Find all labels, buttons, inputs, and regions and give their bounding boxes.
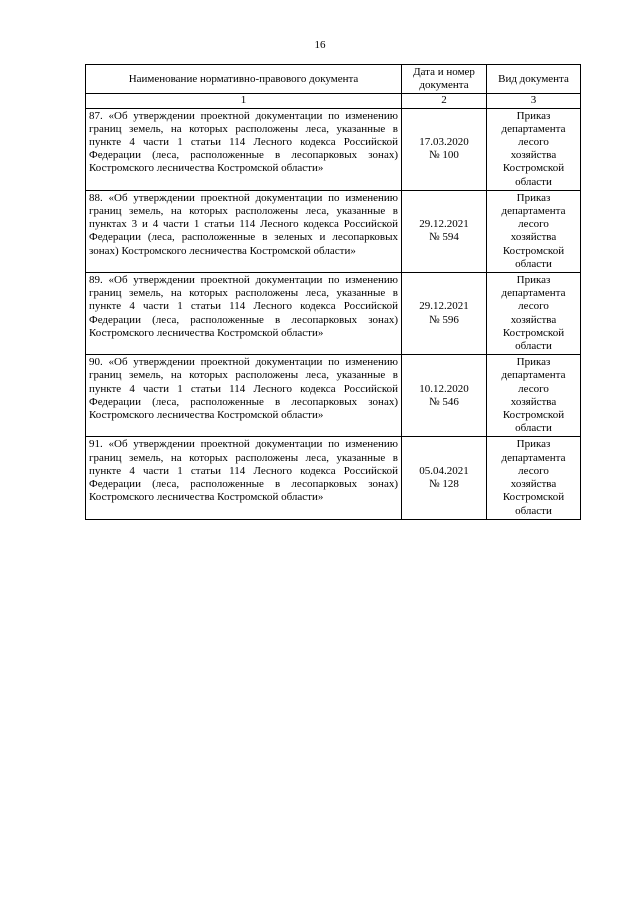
- document-type-line: департамента: [501, 287, 566, 300]
- document-name-cell: 90. «Об утверждении проектной документации по изменению границ земель, на которых расположены леса, указанные в пункте 4 части 1 статьи 114 Лесного кодекса Российской Федерации (леса, расположенные в лесопарковых зонах) Костромского лесничества Костромской области»: [86, 355, 402, 437]
- document-type-line: области: [515, 175, 552, 188]
- date-number-cell: [402, 190, 487, 272]
- table-row: [86, 190, 581, 272]
- document-type-cell: [487, 273, 581, 355]
- document-type-line: области: [515, 257, 552, 270]
- date-number-cell: [402, 437, 487, 519]
- document-type-line: департамента: [501, 122, 566, 135]
- document-type-cell: [487, 190, 581, 272]
- document-date: 17.03.2020: [419, 136, 469, 149]
- document-type-line: Приказ: [516, 191, 551, 204]
- document-date: 10.12.2020: [419, 382, 469, 395]
- document-number: № 594: [429, 231, 459, 244]
- document-type-line: области: [515, 422, 552, 435]
- document-type-line: хозяйства: [510, 395, 557, 408]
- document-type-line: Костромской: [502, 162, 565, 175]
- document-type-cell: [487, 355, 581, 437]
- document-number: № 546: [429, 395, 459, 408]
- column-number: 1: [86, 94, 402, 108]
- table-row: [86, 273, 581, 355]
- document-type-line: Костромской: [502, 244, 565, 257]
- document-type-line: Костромской: [502, 409, 565, 422]
- document-type-cell: [487, 437, 581, 519]
- column-number: 2: [402, 94, 487, 108]
- column-number: 3: [487, 94, 581, 108]
- document-number: № 128: [429, 478, 459, 491]
- header-document-type: Вид документа: [487, 65, 581, 94]
- document-type-line: Приказ: [516, 109, 551, 122]
- document-type-line: Приказ: [516, 274, 551, 287]
- document-number: № 100: [429, 149, 459, 162]
- page-number: 16: [314, 39, 326, 51]
- table-row: [86, 108, 581, 190]
- documents-table: [85, 64, 581, 520]
- document-name-cell: 88. «Об утверждении проектной документации по изменению границ земель, на которых расположены леса, указанные в пунктах 3 и 4 части 1 статьи 114 Лесного кодекса Российской Федерации (леса, расположенные в зеленых и лесопарковых зонах) Костромского лесничества Костромской области»: [86, 190, 402, 272]
- date-number-cell: [402, 273, 487, 355]
- document-type-line: области: [515, 340, 552, 353]
- document-type-line: лесого: [518, 218, 549, 231]
- document-type-line: хозяйства: [510, 149, 557, 162]
- document-type-line: Приказ: [516, 438, 551, 451]
- document-type-line: Костромской: [502, 326, 565, 339]
- header-date-number: Дата и номер документа: [402, 65, 487, 94]
- document-type-line: хозяйства: [510, 313, 557, 326]
- document-type-line: Костромской: [502, 491, 565, 504]
- document-name-cell: 87. «Об утверждении проектной документации по изменению границ земель, на которых расположены леса, указанные в пункте 4 части 1 статьи 114 Лесного кодекса Российской Федерации (леса, расположенные в лесопарковых зонах) Костромского лесничества Костромской области»: [86, 108, 402, 190]
- document-type-line: Приказ: [516, 356, 551, 369]
- document-type-line: лесого: [518, 136, 549, 149]
- document-type-line: лесого: [518, 300, 549, 313]
- column-number-row: [86, 94, 581, 108]
- document-date: 29.12.2021: [419, 300, 469, 313]
- date-number-cell: [402, 108, 487, 190]
- document-name-cell: 89. «Об утверждении проектной документации по изменению границ земель, на которых расположены леса, указанные в пункте 4 части 1 статьи 114 Лесного кодекса Российской Федерации (леса, расположенные в лесопарковых зонах) Костромского лесничества Костромской области»: [86, 273, 402, 355]
- document-type-cell: [487, 108, 581, 190]
- document-date: 05.04.2021: [419, 464, 469, 477]
- table-row: [86, 437, 581, 519]
- table-header-row: [86, 65, 581, 94]
- document-type-line: хозяйства: [510, 478, 557, 491]
- document-type-line: департамента: [501, 369, 566, 382]
- table-row: [86, 355, 581, 437]
- document-name-cell: 91. «Об утверждении проектной документации по изменению границ земель, на которых расположены леса, указанные в пункте 4 части 1 статьи 114 Лесного кодекса Российской Федерации (леса, расположенные в лесопарковых зонах) Костромского лесничества Костромской области»: [86, 437, 402, 519]
- document-type-line: департамента: [501, 205, 566, 218]
- document-date: 29.12.2021: [419, 218, 469, 231]
- document-number: № 596: [429, 313, 459, 326]
- document-type-line: области: [515, 504, 552, 517]
- document-type-line: хозяйства: [510, 231, 557, 244]
- document-type-line: лесого: [518, 464, 549, 477]
- document-type-line: департамента: [501, 451, 566, 464]
- date-number-cell: [402, 355, 487, 437]
- document-type-line: лесого: [518, 382, 549, 395]
- header-document-name: Наименование нормативно-правового документа: [86, 65, 402, 94]
